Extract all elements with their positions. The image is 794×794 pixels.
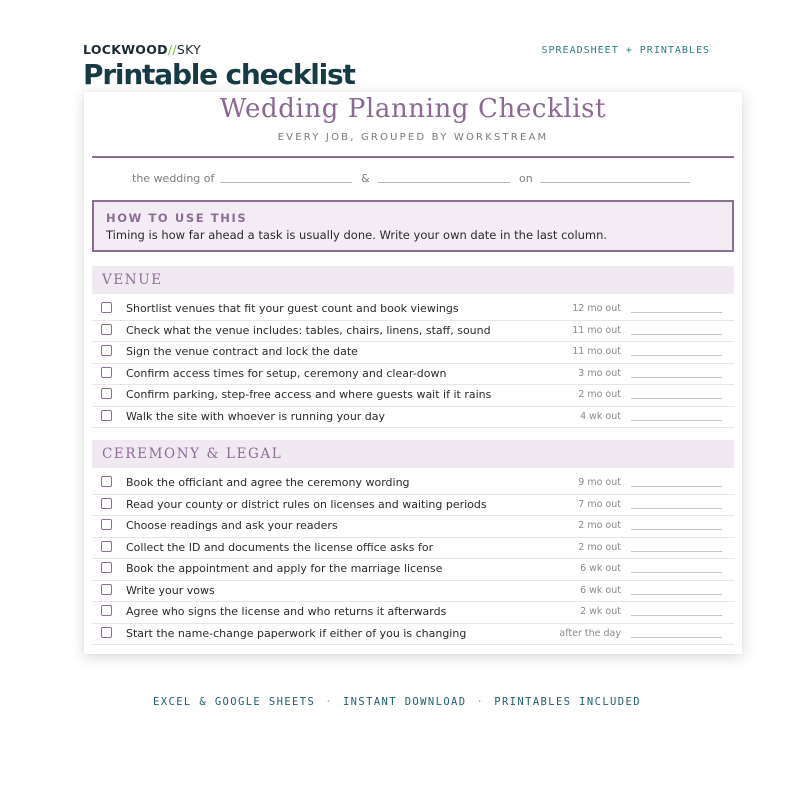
task-label: Check what the venue includes: tables, chairs, linens, staff, sound (126, 323, 491, 337)
footer-separator: · (476, 696, 485, 708)
task-label: Read your county or district rules on licenses and waiting periods (126, 497, 487, 511)
footer-features (0, 696, 794, 708)
wedding-of-label: the wedding of (132, 172, 215, 185)
logo-main: LOCKWOOD (83, 42, 168, 57)
table-row (92, 538, 734, 560)
date-field[interactable] (631, 508, 722, 509)
task-label: Book the officiant and agree the ceremony wording (126, 476, 410, 489)
checkbox[interactable] (101, 410, 112, 421)
footer-item: INSTANT DOWNLOAD (342, 696, 467, 708)
task-timing: 3 mo out (578, 367, 621, 379)
date-field[interactable] (631, 377, 722, 378)
task-timing: 4 wk out (580, 410, 621, 422)
checkbox[interactable] (101, 476, 112, 487)
table-row (92, 602, 734, 624)
on-label: on (519, 172, 533, 185)
how-to-box (92, 200, 734, 252)
checkbox[interactable] (101, 345, 112, 356)
section-header-venue (92, 266, 734, 294)
partner-two-blank[interactable] (378, 182, 510, 183)
table-row (92, 364, 734, 386)
checkbox[interactable] (101, 498, 112, 509)
task-timing: after the day (559, 627, 621, 639)
wedding-of-line (84, 172, 742, 192)
partner-one-blank[interactable] (220, 182, 352, 183)
document-subtitle: EVERY JOB, GROUPED BY WORKSTREAM (277, 132, 549, 143)
logo-suffix: SKY (176, 42, 202, 57)
date-field[interactable] (631, 637, 722, 638)
checkbox[interactable] (101, 302, 112, 313)
table-row (92, 473, 734, 495)
task-label: Agree who signs the license and who returns it afterwards (126, 605, 447, 618)
date-field[interactable] (631, 312, 722, 313)
task-label: Write your vows (126, 583, 215, 597)
task-timing: 6 wk out (580, 584, 621, 596)
task-label: Collect the ID and documents the license office asks for (126, 540, 434, 554)
table-row (92, 624, 734, 646)
task-label: Walk the site with whoever is running your day (126, 409, 386, 423)
task-timing: 9 mo out (578, 477, 621, 488)
date-field[interactable] (631, 420, 722, 421)
task-timing: 6 wk out (580, 563, 621, 574)
task-timing: 7 mo out (578, 498, 621, 510)
wedding-date-blank[interactable] (540, 182, 690, 183)
document-title: Wedding Planning Checklist (219, 94, 607, 124)
date-field[interactable] (631, 334, 722, 335)
checkbox[interactable] (101, 519, 112, 530)
task-label: Confirm parking, step-free access and where guests wait if it rains (126, 388, 492, 401)
task-timing: 11 mo out (572, 324, 621, 336)
checkbox[interactable] (101, 627, 112, 638)
table-row (92, 321, 734, 343)
and-label: & (361, 172, 370, 185)
table-row (92, 516, 734, 538)
section-title: VENUE (102, 272, 163, 288)
how-to-text: Timing is how far ahead a task is usually done. Write your own date in the last column. (106, 228, 608, 242)
task-label: Sign the venue contract and lock the date (126, 345, 358, 358)
date-field[interactable] (631, 529, 722, 530)
table-row (92, 407, 734, 429)
table-row (92, 495, 734, 517)
footer-separator: · (325, 696, 333, 708)
title-divider (92, 156, 734, 158)
footer-item: PRINTABLES INCLUDED (494, 696, 641, 708)
date-field[interactable] (631, 594, 722, 595)
task-label: Confirm access times for setup, ceremony and clear-down (126, 366, 447, 380)
page-title: Printable checklist (83, 58, 355, 91)
task-label: Book the appointment and apply for the marriage license (126, 562, 443, 575)
task-timing: 2 mo out (578, 520, 621, 531)
section-header-ceremony-legal (92, 440, 734, 468)
task-timing: 2 wk out (580, 606, 621, 617)
date-field[interactable] (631, 398, 722, 399)
checkbox[interactable] (101, 562, 112, 573)
checkbox[interactable] (101, 324, 112, 335)
date-field[interactable] (631, 615, 722, 616)
task-timing: 2 mo out (578, 389, 621, 400)
date-field[interactable] (631, 551, 722, 552)
task-label: Choose readings and ask your readers (126, 519, 338, 532)
task-timing: 11 mo out (572, 346, 621, 357)
checkbox[interactable] (101, 541, 112, 552)
task-timing: 12 mo out (572, 303, 621, 314)
task-timing: 2 mo out (578, 541, 621, 553)
checkbox[interactable] (101, 388, 112, 399)
table-row (92, 581, 734, 603)
section-title: CEREMONY & LEGAL (102, 446, 283, 462)
task-label: Shortlist venues that fit your guest count and book viewings (126, 302, 459, 315)
logo-separator: // (167, 42, 177, 57)
checkbox[interactable] (101, 605, 112, 616)
date-field[interactable] (631, 572, 722, 573)
table-row (92, 385, 734, 407)
brand-tagline: SPREADSHEET + PRINTABLES (541, 45, 710, 56)
date-field[interactable] (631, 486, 722, 487)
task-label: Start the name-change paperwork if either of you is changing (126, 626, 467, 640)
checkbox[interactable] (101, 584, 112, 595)
table-row (92, 299, 734, 321)
footer-item: EXCEL & GOOGLE SHEETS (153, 696, 316, 708)
brand-logo (83, 42, 355, 57)
date-field[interactable] (631, 355, 722, 356)
table-row (92, 559, 734, 581)
table-row (92, 342, 734, 364)
how-to-heading: HOW TO USE THIS (106, 211, 248, 225)
checkbox[interactable] (101, 367, 112, 378)
brand-header (83, 42, 355, 91)
checklist-sheet (84, 92, 742, 654)
